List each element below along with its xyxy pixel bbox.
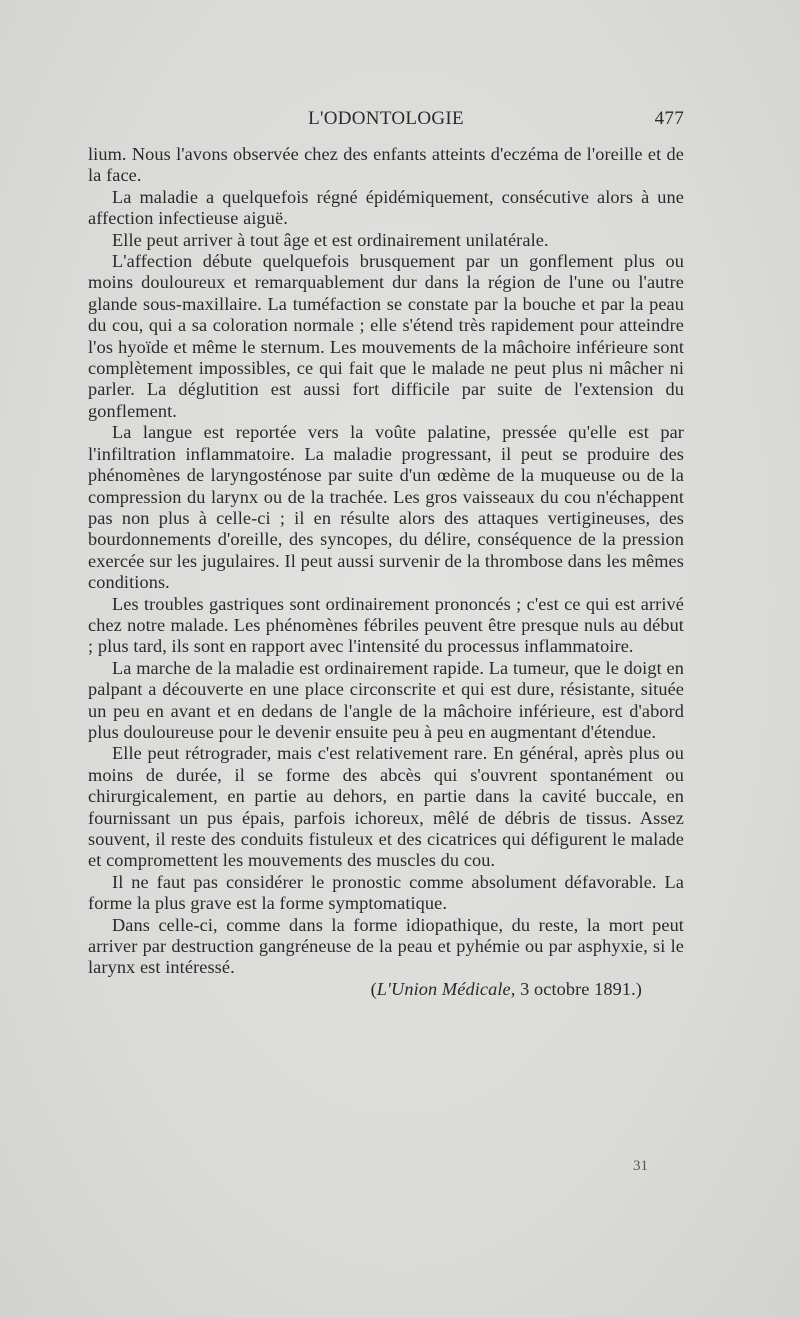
- running-header: [88, 108, 684, 134]
- paragraph: Elle peut rétrograder, mais c'est relativement rare. En général, après plus ou moins de durée, il se forme des abcès qui s'ouvrent spontanément ou chirurgicalement, en partie au dehors, en partie dans la cavité buccale, en fournissant un pus épais, parfois ichoreux, mêlé de débris de tissus. Assez souvent, il reste des conduits fistuleux et des cicatrices qui défigurent le malade et compromettent les mouvements des muscles du cou.: [88, 743, 684, 871]
- paragraph: lium. Nous l'avons observée chez des enfants atteints d'eczéma de l'oreille et de la face.: [88, 144, 684, 186]
- paragraph: Dans celle-ci, comme dans la forme idiopathique, du reste, la mort peut arriver par destruction gangréneuse de la peau et pyhémie ou par asphyxie, si le larynx est intéressé.: [88, 914, 684, 978]
- journal-name: L'Union Médicale,: [376, 978, 516, 999]
- paragraph: La langue est reportée vers la voûte palatine, pressée qu'elle est par l'infiltration inflammatoire. La maladie progressant, il peut se produire des phénomènes de laryngosténose par suite d'un œdème de la muqueuse ou de la compression du larynx ou de la trachée. Les gros vaisseaux du cou n'échappent pas non plus à celle-ci ; il en résulte alors des attaques vertigineuses, des bourdonnements d'oreille, des syncopes, du délire, conséquence de la pression exercée sur les jugulaires. Il peut aussi survenir de la thrombose dans les mêmes conditions.: [88, 422, 684, 593]
- running-title: L'ODONTOLOGIE: [308, 108, 464, 129]
- paragraph: Les troubles gastriques sont ordinairement prononcés ; c'est ce qui est arrivé chez notre malade. Les phénomènes fébriles peuvent être presque nuls au début ; plus tard, ils sont en rapport avec l'intensité du processus inflammatoire.: [88, 593, 684, 657]
- source-citation: [88, 979, 684, 1000]
- signature-mark: 31: [633, 1158, 648, 1174]
- paragraph: Elle peut arriver à tout âge et est ordinairement unilatérale.: [112, 229, 549, 250]
- paragraph: La maladie a quelquefois régné épidémiquement, consécutive alors à une affection infectieuse aiguë.: [88, 186, 684, 229]
- page-number: 477: [654, 108, 684, 129]
- paragraph: L'affection débute quelquefois brusquement par un gonflement plus ou moins douloureux et remarquablement dur dans la région de l'une ou l'autre glande sous-maxillaire. La tuméfaction se constate par la bouche et par la peau du cou, qui a sa coloration normale ; elle s'étend très rapidement pour atteindre l'os hyoïde et même le sternum. Les mouvements de la mâchoire inférieure sont complètement impossibles, ce qui fait que le malade ne peut plus ni mâcher ni parler. La déglutition est aussi fort difficile par suite de l'extension du gonflement.: [88, 251, 684, 421]
- paragraph: Il ne faut pas considérer le pronostic comme absolument défavorable. La forme la plus grave est la forme symptomatique.: [88, 871, 684, 914]
- citation-date: 3 octobre 1891.): [515, 978, 642, 999]
- article-body: [88, 144, 684, 1000]
- paragraph: La marche de la maladie est ordinairement rapide. La tumeur, que le doigt en palpant a découverte en une place circonscrite et qui est dure, résistante, située un peu en avant et en dedans de l'angle de la mâchoire inférieure, est d'abord plus douloureuse pour le devenir ensuite peu à peu en augmentant d'étendue.: [88, 657, 684, 742]
- citation-open: (: [370, 978, 377, 999]
